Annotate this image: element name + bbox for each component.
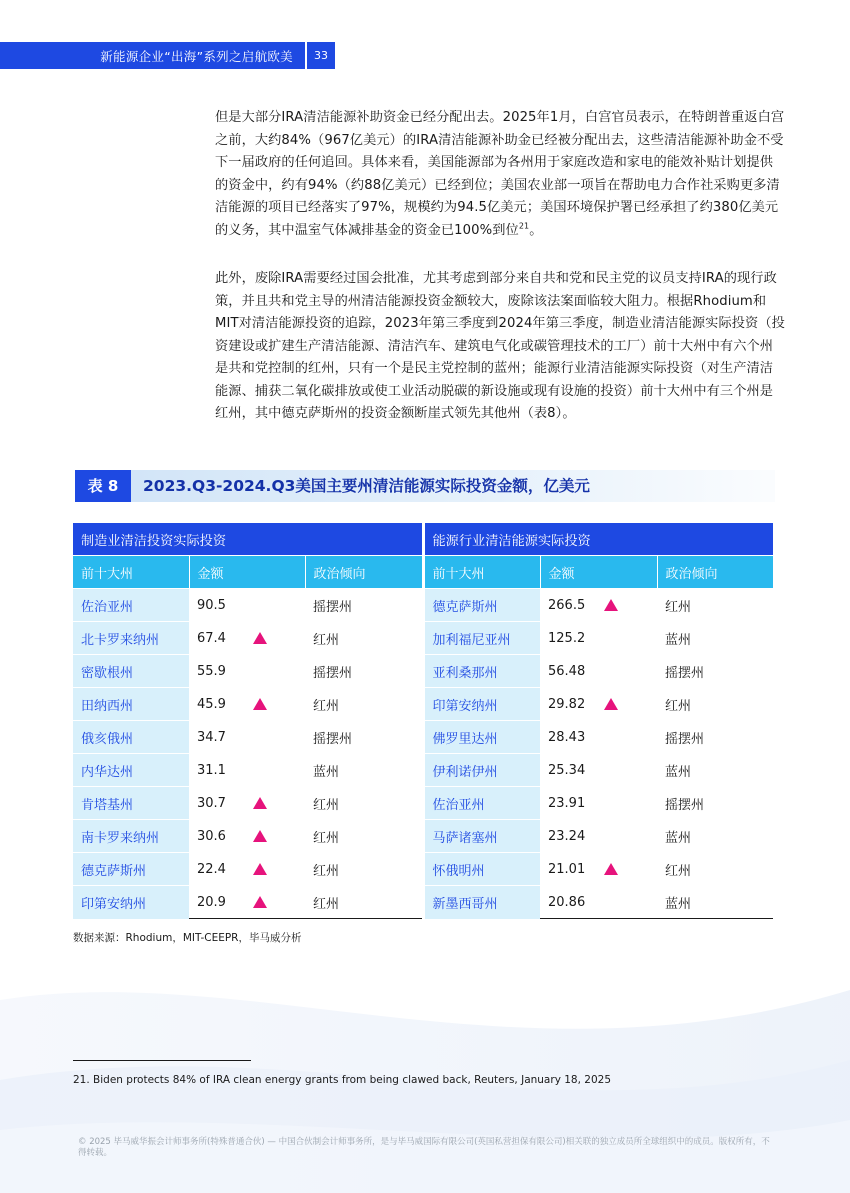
col-header-state: 前十大州 bbox=[423, 556, 540, 589]
state-name: 佛罗里达州 bbox=[423, 721, 540, 754]
amount-cell bbox=[189, 754, 305, 787]
data-source: 数据来源：Rhodium，MIT-CEEPR，毕马威分析 bbox=[73, 932, 302, 944]
politics-cell: 红州 bbox=[305, 787, 423, 820]
amount-cell bbox=[540, 754, 657, 787]
politics-cell: 红州 bbox=[657, 589, 773, 622]
politics-cell: 摇摆州 bbox=[305, 589, 423, 622]
amount-cell bbox=[540, 688, 657, 721]
politics-cell: 红州 bbox=[305, 622, 423, 655]
amount-value: 23.91 bbox=[548, 795, 586, 811]
col-header-politics: 政治倾向 bbox=[657, 556, 773, 589]
amount-value: 25.34 bbox=[548, 762, 586, 778]
footnote-reference[interactable]: 21 bbox=[518, 221, 530, 231]
group-header-manufacturing: 制造业清洁投资实际投资 bbox=[73, 523, 423, 556]
amount-cell bbox=[540, 589, 657, 622]
amount-cell bbox=[540, 655, 657, 688]
table-row bbox=[73, 820, 773, 853]
amount-cell bbox=[540, 886, 657, 919]
table-row bbox=[73, 754, 773, 787]
state-name: 密歇根州 bbox=[73, 655, 189, 688]
state-name: 俄亥俄州 bbox=[73, 721, 189, 754]
amount-cell bbox=[189, 787, 305, 820]
amount-cell bbox=[540, 853, 657, 886]
table-row bbox=[73, 589, 773, 622]
amount-cell bbox=[189, 655, 305, 688]
state-name: 田纳西州 bbox=[73, 688, 189, 721]
state-name: 印第安纳州 bbox=[423, 688, 540, 721]
paragraph-1-end: 。 bbox=[529, 222, 543, 238]
politics-cell: 红州 bbox=[305, 820, 423, 853]
triangle-up-icon bbox=[253, 863, 267, 875]
politics-cell: 摇摆州 bbox=[305, 721, 423, 754]
state-name: 怀俄明州 bbox=[423, 853, 540, 886]
politics-cell: 蓝州 bbox=[657, 754, 773, 787]
amount-value: 67.4 bbox=[197, 630, 226, 646]
politics-cell: 红州 bbox=[657, 688, 773, 721]
triangle-up-icon bbox=[604, 698, 618, 710]
amount-value: 23.24 bbox=[548, 828, 586, 844]
triangle-up-icon bbox=[253, 896, 267, 908]
politics-cell: 蓝州 bbox=[657, 820, 773, 853]
politics-cell: 红州 bbox=[305, 853, 423, 886]
table-row bbox=[73, 886, 773, 919]
state-name: 德克萨斯州 bbox=[73, 853, 189, 886]
table-row bbox=[73, 721, 773, 754]
amount-cell bbox=[189, 688, 305, 721]
amount-cell bbox=[189, 853, 305, 886]
paragraph-1-text: 但是大部分IRA清洁能源补助资金已经分配出去。2025年1月，白宫官员表示，在特朗普重返白宫之前，大约84%（967亿美元）的IRA清洁能源补助金已经被分配出去，这些清洁能源补助金不受下一届政府的任何追回。具体来看，美国能源部为各州用于家庭改造和家电的能效补贴计划提供的资金中，约有94%（约88亿美元）已经到位；美国农业部一项旨在帮助电力合作社采购更多清洁能源的项目已经落实了97%，规模约为94.5亿美元；美国环境保护署已经承担了约380亿美元的义务，其中温室气体减排基金的资金已100%到位 bbox=[215, 110, 785, 238]
triangle-up-icon bbox=[253, 698, 267, 710]
amount-cell bbox=[189, 721, 305, 754]
politics-cell: 红州 bbox=[305, 688, 423, 721]
amount-value: 20.9 bbox=[197, 894, 226, 910]
investment-table bbox=[73, 523, 773, 919]
col-header-amount: 金额 bbox=[189, 556, 305, 589]
table-title: 2023.Q3-2024.Q3美国主要州清洁能源实际投资金额，亿美元 bbox=[143, 477, 590, 495]
state-name: 加利福尼亚州 bbox=[423, 622, 540, 655]
amount-value: 29.82 bbox=[548, 696, 586, 712]
group-header-energy: 能源行业清洁能源实际投资 bbox=[423, 523, 773, 556]
table-row bbox=[73, 688, 773, 721]
table-row bbox=[73, 853, 773, 886]
col-header-amount: 金额 bbox=[540, 556, 657, 589]
col-header-politics: 政治倾向 bbox=[305, 556, 423, 589]
politics-cell: 摇摆州 bbox=[657, 721, 773, 754]
amount-value: 45.9 bbox=[197, 696, 226, 712]
state-name: 马萨诸塞州 bbox=[423, 820, 540, 853]
amount-value: 34.7 bbox=[197, 729, 226, 745]
col-header-state: 前十大州 bbox=[73, 556, 189, 589]
triangle-up-icon bbox=[253, 797, 267, 809]
table-label: 表 8 bbox=[75, 470, 131, 502]
state-name: 佐治亚州 bbox=[73, 589, 189, 622]
triangle-up-icon bbox=[604, 599, 618, 611]
table-row bbox=[73, 622, 773, 655]
amount-value: 22.4 bbox=[197, 861, 226, 877]
amount-value: 266.5 bbox=[548, 597, 586, 613]
footnote-divider bbox=[73, 1060, 251, 1061]
politics-cell: 红州 bbox=[305, 886, 423, 919]
copyright-notice: © 2025 毕马威华振会计师事务所(特殊普通合伙) — 中国合伙制会计师事务所，是与毕马威国际有限公司(英国私营担保有限公司)相关联的独立成员所全球组织中的成员。版权所有，不得转载。 bbox=[78, 1137, 770, 1158]
state-name: 佐治亚州 bbox=[423, 787, 540, 820]
amount-value: 90.5 bbox=[197, 597, 226, 613]
amount-value: 56.48 bbox=[548, 663, 586, 679]
state-name: 肯塔基州 bbox=[73, 787, 189, 820]
state-name: 德克萨斯州 bbox=[423, 589, 540, 622]
amount-cell bbox=[189, 820, 305, 853]
amount-cell bbox=[189, 886, 305, 919]
state-name: 南卡罗来纳州 bbox=[73, 820, 189, 853]
amount-value: 30.7 bbox=[197, 795, 226, 811]
page-number: 33 bbox=[306, 42, 335, 69]
amount-value: 20.86 bbox=[548, 894, 586, 910]
politics-cell: 摇摆州 bbox=[657, 787, 773, 820]
footnote: 21. Biden protects 84% of IRA clean energy grants from being clawed back, Reuters, January 18, 2025 bbox=[73, 1074, 611, 1086]
header-title: 新能源企业“出海”系列之启航欧美 bbox=[100, 49, 293, 64]
politics-cell: 摇摆州 bbox=[657, 655, 773, 688]
amount-value: 55.9 bbox=[197, 663, 226, 679]
header-bar bbox=[0, 42, 305, 69]
state-name: 北卡罗来纳州 bbox=[73, 622, 189, 655]
state-name: 内华达州 bbox=[73, 754, 189, 787]
amount-cell bbox=[540, 721, 657, 754]
amount-cell bbox=[540, 820, 657, 853]
amount-cell bbox=[189, 589, 305, 622]
amount-value: 125.2 bbox=[548, 630, 586, 646]
state-name: 新墨西哥州 bbox=[423, 886, 540, 919]
politics-cell: 红州 bbox=[657, 853, 773, 886]
paragraph-2: 此外，废除IRA需要经过国会批准，尤其考虑到部分来自共和党和民主党的议员支持IRA的现行政策，并且共和党主导的州清洁能源投资金额较大，废除该法案面临较大阻力。根据Rhodium和MIT对清洁能源投资的追踪，2023年第三季度到2024年第三季度，制造业清洁能源实际投资（投资建设或扩建生产清洁能源、清洁汽车、建筑电气化或碳管理技术的工厂）前十大州中有六个州是共和党控制的红州，只有一个是民主党控制的蓝州；能源行业清洁能源实际投资（对生产清洁能源、捕获二氧化碳排放或使工业活动脱碳的新设施或现有设施的投资）前十大州中有三个州是红州，其中德克萨斯州的投资金额断崖式领先其他州（表8）。 bbox=[215, 271, 785, 421]
triangle-up-icon bbox=[253, 830, 267, 842]
table-row bbox=[73, 787, 773, 820]
table-caption bbox=[75, 470, 775, 502]
paragraph-1 bbox=[215, 107, 785, 242]
state-name: 印第安纳州 bbox=[73, 886, 189, 919]
amount-value: 28.43 bbox=[548, 729, 586, 745]
triangle-up-icon bbox=[253, 632, 267, 644]
politics-cell: 蓝州 bbox=[657, 886, 773, 919]
politics-cell: 蓝州 bbox=[657, 622, 773, 655]
amount-cell bbox=[540, 787, 657, 820]
amount-cell bbox=[540, 622, 657, 655]
amount-cell bbox=[189, 622, 305, 655]
amount-value: 30.6 bbox=[197, 828, 226, 844]
politics-cell: 摇摆州 bbox=[305, 655, 423, 688]
politics-cell: 蓝州 bbox=[305, 754, 423, 787]
amount-value: 21.01 bbox=[548, 861, 586, 877]
table-row bbox=[73, 655, 773, 688]
state-name: 伊利诺伊州 bbox=[423, 754, 540, 787]
state-name: 亚利桑那州 bbox=[423, 655, 540, 688]
amount-value: 31.1 bbox=[197, 762, 226, 778]
triangle-up-icon bbox=[604, 863, 618, 875]
